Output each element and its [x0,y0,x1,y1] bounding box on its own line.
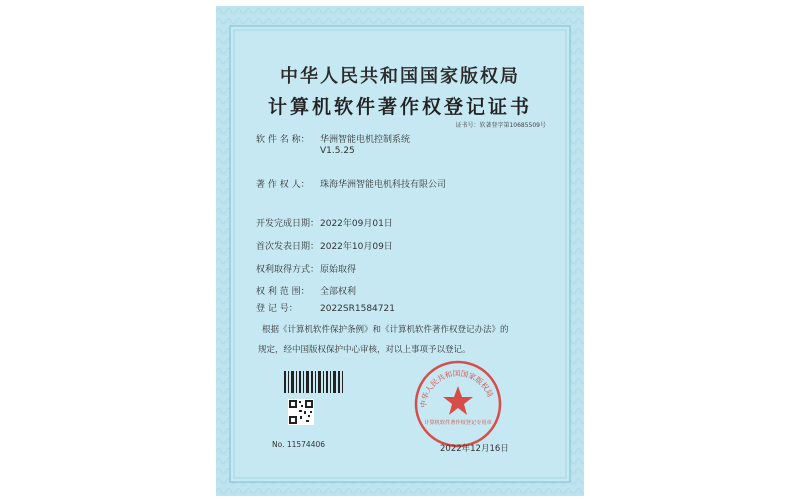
issuing-authority-title: 中华人民共和国国家版权局 [280,66,520,87]
certificate-number: 证书号：软著登字第10685509号 [455,122,546,129]
official-seal-image [412,358,504,450]
field-software-name [256,132,410,145]
field-publication-date [256,239,393,252]
field-value: 珠海华洲智能电机科技有限公司 [320,180,447,190]
field-value: 全部权利 [320,287,357,297]
issue-date: 2022年12月16日 [440,444,509,454]
barcode-image [284,371,344,393]
field-value: 华洲智能电机控制系统 [320,135,411,145]
field-value: 原始取得 [320,265,357,275]
field-value: 2022SR1584721 [320,304,395,314]
field-acquisition-method [256,262,356,275]
qr-code-image [288,399,314,425]
field-label: 著 作 权 人： [256,180,310,190]
field-registration-number [256,301,395,314]
field-value: V1.5.25 [320,146,355,156]
certificate-title: 计算机软件著作权登记证书 [267,96,532,118]
field-label: 开发完成日期： [256,219,320,229]
serial-number: No. 11574406 [272,440,326,449]
field-label: 首次发表日期： [256,242,320,252]
seal-center-text: 计算机软件著作权登记专用章 [424,420,492,426]
field-label: 权 利 范 围： [256,287,310,297]
field-completion-date [256,216,393,229]
field-software-version [256,146,355,156]
field-copyright-owner [256,177,446,190]
field-value: 2022年10月09日 [320,242,393,252]
copyright-certificate [216,6,584,496]
field-value: 2022年09月01日 [320,219,393,229]
field-label: 软 件 名 称： [256,135,310,145]
certification-paragraph-line1: 根据《计算机软件保护条例》和《计算机软件著作权登记办法》的 [262,325,509,335]
field-rights-scope [256,284,356,297]
field-label: 登 记 号： [256,304,298,314]
seal-arc-text: 中华人民共和国国家版权局 [418,368,495,409]
field-label: 权利取得方式： [256,265,320,275]
certification-paragraph-line2: 规定，经中国版权保护中心审核，对以上事项予以登记。 [258,345,471,355]
